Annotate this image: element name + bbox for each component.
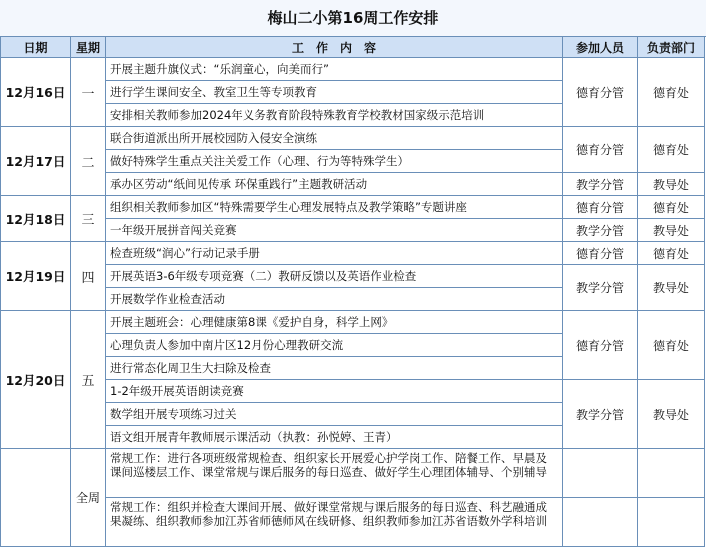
department-cell: 教导处 xyxy=(638,380,705,449)
work-item: 开展英语3-6年级专项竞赛（二）教研反馈以及英语作业检查 xyxy=(106,265,563,288)
work-item: 进行常态化周卫生大扫除及检查 xyxy=(106,357,563,380)
page-title: 梅山二小第16周工作安排 xyxy=(0,0,706,37)
department-cell xyxy=(638,498,705,547)
weekday-cell: 三 xyxy=(71,196,106,242)
work-item: 开展数学作业检查活动 xyxy=(106,288,563,311)
weekday-cell: 五 xyxy=(71,311,106,449)
table-row xyxy=(1,242,705,265)
participants-cell: 德育分管 xyxy=(563,242,638,265)
department-cell: 教导处 xyxy=(638,265,705,311)
table-row xyxy=(1,265,705,288)
participants-cell: 教学分管 xyxy=(563,380,638,449)
weekday-cell: 四 xyxy=(71,242,106,311)
work-item: 安排相关教师参加2024年义务教育阶段特殊教育学校教材国家级示范培训 xyxy=(106,104,563,127)
work-item: 进行学生课间安全、教室卫生等专项教育 xyxy=(106,81,563,104)
participants-cell: 德育分管 xyxy=(563,58,638,127)
work-item: 1-2年级开展英语朗读竞赛 xyxy=(106,380,563,403)
date-cell: 12月18日 xyxy=(1,196,71,242)
date-cell: 12月20日 xyxy=(1,311,71,449)
date-cell: 12月19日 xyxy=(1,242,71,311)
table-row xyxy=(1,58,705,81)
table-row xyxy=(1,219,705,242)
table-row xyxy=(1,449,705,498)
work-item: 开展主题升旗仪式：“乐润童心，向美而行” xyxy=(106,58,563,81)
date-cell: 12月16日 xyxy=(1,58,71,127)
routine-work-item: 常规工作：进行各项班级常规检查、组织家长开展爱心护学岗工作、陪餐工作、早晨及课间巡楼层工作、课堂常规与课后服务的每日巡查、做好学生心理团体辅导、个别辅导 xyxy=(106,449,563,498)
table-row xyxy=(1,380,705,403)
participants-cell xyxy=(563,449,638,498)
header-participants: 参加人员 xyxy=(563,37,638,58)
department-cell xyxy=(638,449,705,498)
table-header-row xyxy=(1,37,705,58)
department-cell: 教导处 xyxy=(638,219,705,242)
weekday-cell: 二 xyxy=(71,127,106,196)
department-cell: 德育处 xyxy=(638,242,705,265)
schedule-table xyxy=(0,36,705,547)
header-content: 工 作 内 容 xyxy=(106,37,563,58)
work-item: 承办区劳动“纸间见传承 环保重践行”主题教研活动 xyxy=(106,173,563,196)
participants-cell xyxy=(563,498,638,547)
department-cell: 德育处 xyxy=(638,58,705,127)
work-item: 联合街道派出所开展校园防入侵安全演练 xyxy=(106,127,563,150)
participants-cell: 德育分管 xyxy=(563,127,638,173)
department-cell: 德育处 xyxy=(638,311,705,380)
routine-work-item: 常规工作：组织并检查大课间开展、做好课堂常规与课后服务的每日巡查、科艺融通成果凝练、组织教师参加江苏省师德师风在线研修、组织教师参加江苏省语数外学科培训 xyxy=(106,498,563,547)
participants-cell: 德育分管 xyxy=(563,196,638,219)
work-item: 做好特殊学生重点关注关爱工作（心理、行为等特殊学生） xyxy=(106,150,563,173)
header-department: 负责部门 xyxy=(638,37,705,58)
work-item: 组织相关教师参加区“特殊需要学生心理发展特点及教学策略”专题讲座 xyxy=(106,196,563,219)
table-row xyxy=(1,196,705,219)
header-weekday: 星期 xyxy=(71,37,106,58)
work-item: 开展主题班会：心理健康第8课《爱护自身，科学上网》 xyxy=(106,311,563,334)
participants-cell: 教学分管 xyxy=(563,173,638,196)
department-cell: 德育处 xyxy=(638,127,705,173)
work-item: 一年级开展拼音闯关竞赛 xyxy=(106,219,563,242)
work-item: 检查班级“润心”行动记录手册 xyxy=(106,242,563,265)
date-cell: 12月17日 xyxy=(1,127,71,196)
table-row xyxy=(1,498,705,547)
participants-cell: 教学分管 xyxy=(563,219,638,242)
work-item: 语文组开展青年教师展示课活动（执教：孙悦婷、王青） xyxy=(106,426,563,449)
header-date: 日期 xyxy=(1,37,71,58)
work-item: 数学组开展专项练习过关 xyxy=(106,403,563,426)
department-cell: 教导处 xyxy=(638,173,705,196)
whole-week-date-cell xyxy=(1,449,71,547)
participants-cell: 教学分管 xyxy=(563,265,638,311)
department-cell: 德育处 xyxy=(638,196,705,219)
table-row xyxy=(1,173,705,196)
table-row xyxy=(1,127,705,150)
table-row xyxy=(1,311,705,334)
participants-cell: 德育分管 xyxy=(563,311,638,380)
weekday-cell: 一 xyxy=(71,58,106,127)
work-item: 心理负责人参加中南片区12月份心理教研交流 xyxy=(106,334,563,357)
whole-week-label: 全周 xyxy=(71,449,106,547)
